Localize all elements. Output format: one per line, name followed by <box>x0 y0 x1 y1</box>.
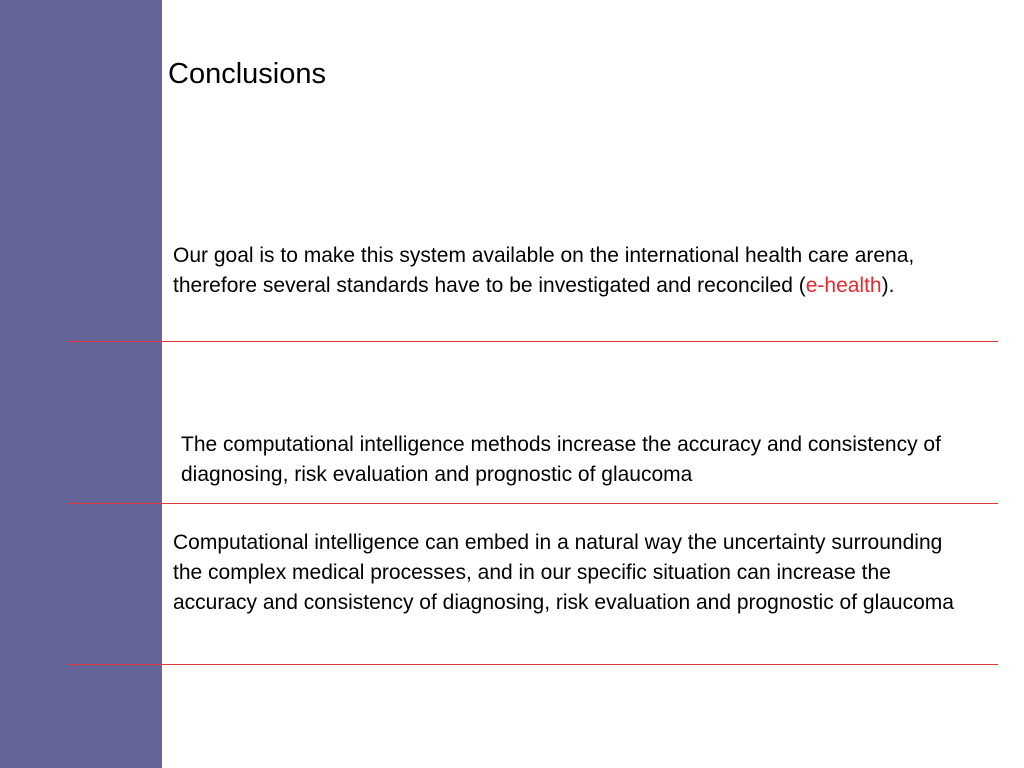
e-health-highlight: e-health <box>805 274 882 297</box>
divider-line-1 <box>68 341 998 342</box>
conclusion-paragraph-2: The computational intelligence methods increase the accuracy and consistency of diagnosing, risk evaluation and prognostic of glaucoma <box>181 433 941 486</box>
paragraph-1-closing: ). <box>881 274 895 297</box>
conclusion-paragraph-3: Computational intelligence can embed in a natural way the uncertainty surrounding the complex medical processes, and in our specific situation can increase the accuracy and consistency of diagnosing, risk evaluation and prognostic of glaucoma <box>173 531 954 614</box>
divider-line-2 <box>68 503 998 504</box>
divider-line-3 <box>68 664 998 665</box>
slide-title: Conclusions <box>168 58 326 90</box>
conclusion-paragraph-1 <box>173 241 973 301</box>
paragraph-1-text: Our goal is to make this system available on the international health care arena, therefore several standards have to be investigated and reconciled ( <box>173 244 915 297</box>
sidebar-band <box>0 0 162 768</box>
